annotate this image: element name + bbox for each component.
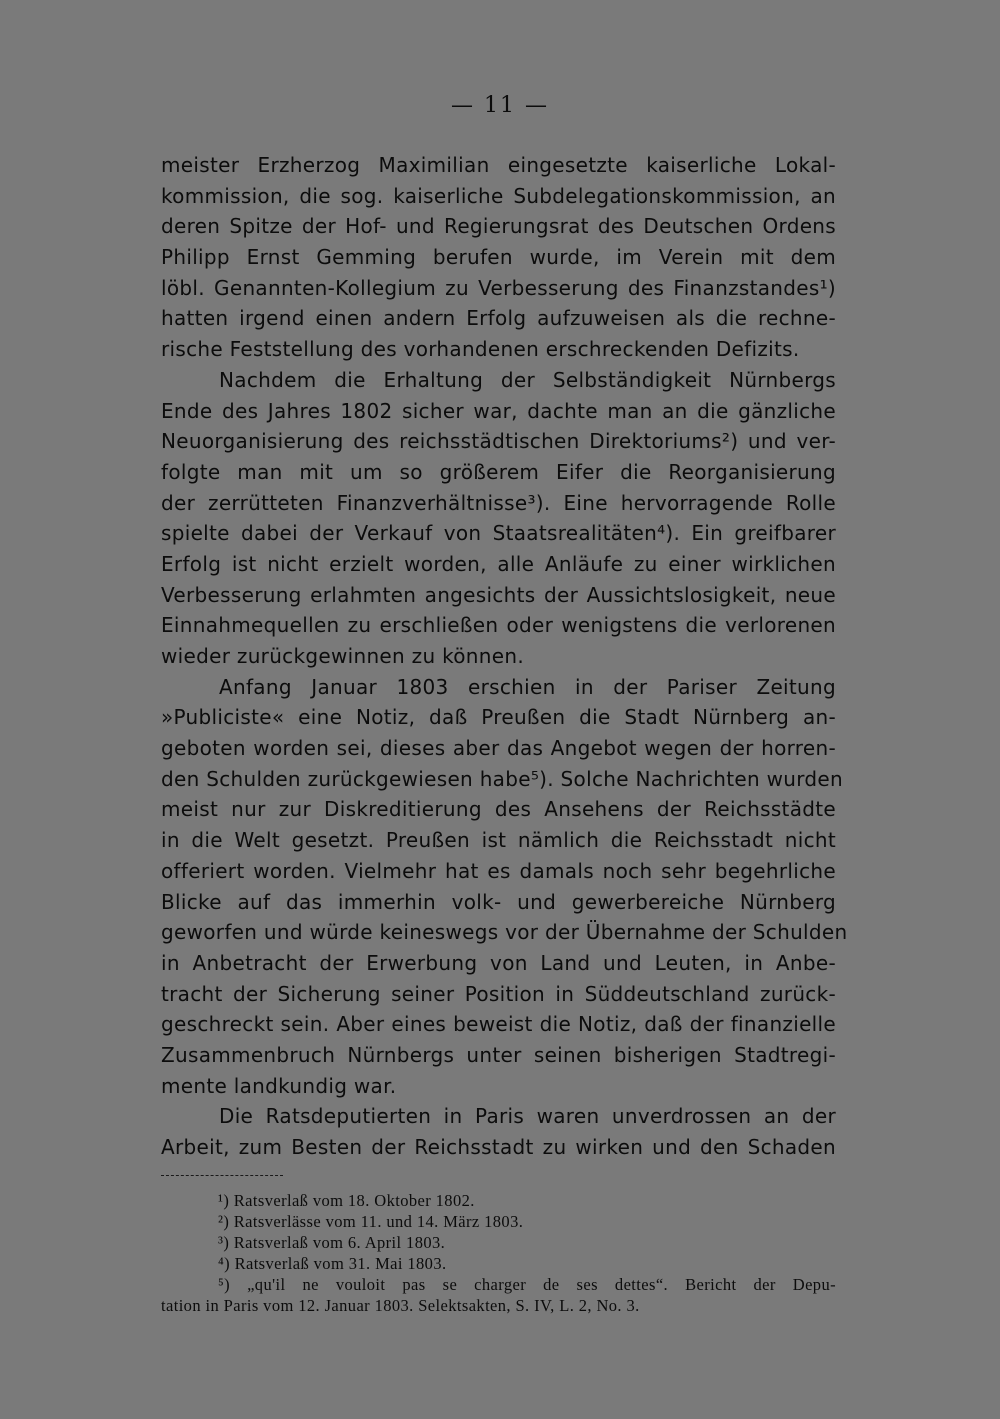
text-line: Nachdem die Erhaltung der Selbständigkeit Nürnbergs [219, 367, 836, 392]
footnote-line: ⁵) „qu'il ne vouloit pas se charger de ses dettes“. Bericht der Depu- [218, 1275, 836, 1294]
text-line: Neuorganisierung des reichsstädtischen Direktoriums²) und ver- [161, 429, 836, 454]
text-line: Verbesserung erlahmten angesichts der Aussichtslosigkeit, neue [161, 582, 836, 607]
text-line: geboten worden sei, dieses aber das Angebot wegen der horren- [161, 736, 836, 761]
footnote-line: ²) Ratsverlässe vom 11. und 14. März 1803. [218, 1212, 524, 1231]
text-line: meist nur zur Diskreditierung des Ansehens der Reichsstädte [161, 797, 836, 822]
text-line: löbl. Genannten-Kollegium zu Verbesserung des Finanzstandes¹) [161, 275, 836, 300]
text-line: tracht der Sicherung seiner Position in Süddeutschland zurück- [161, 981, 836, 1006]
text-line: geschreckt sein. Aber eines beweist die Notiz, daß der finanzielle [161, 1012, 836, 1037]
text-line: mente landkundig war. [161, 1073, 397, 1098]
footnote-line: ¹) Ratsverlaß vom 18. Oktober 1802. [218, 1191, 475, 1210]
text-line: Blicke auf das immerhin volk- und gewerbereiche Nürnberg [161, 889, 836, 914]
page-number: — 11 — [451, 93, 549, 118]
text-line: Ende des Jahres 1802 sicher war, dachte man an die gänzliche [161, 398, 836, 423]
text-line: Einnahmequellen zu erschließen oder wenigstens die verlorenen [161, 613, 836, 638]
text-line: hatten irgend einen andern Erfolg aufzuweisen als die rechne- [161, 306, 836, 331]
text-line: den Schulden zurückgewiesen habe⁵). Solche Nachrichten wurden [161, 766, 843, 791]
text-line: offeriert worden. Vielmehr hat es damals noch sehr begehrliche [161, 858, 836, 883]
text-line: in die Welt gesetzt. Preußen ist nämlich die Reichsstadt nicht [161, 828, 836, 853]
text-line: Philipp Ernst Gemming berufen wurde, im Verein mit dem [161, 245, 836, 270]
footnote-separator [161, 1175, 283, 1176]
footnote-line: tation in Paris vom 12. Januar 1803. Selektsakten, S. IV, L. 2, No. 3. [161, 1296, 640, 1315]
footnote-line: ⁴) Ratsverlaß vom 31. Mai 1803. [218, 1254, 447, 1273]
text-line: der zerrütteten Finanzverhältnisse³). Eine hervorragende Rolle [161, 490, 836, 515]
text-line: wieder zurückgewinnen zu können. [161, 644, 524, 668]
footnote-line: ³) Ratsverlaß vom 6. April 1803. [218, 1233, 446, 1252]
text-line: Anfang Januar 1803 erschien in der Pariser Zeitung [219, 674, 836, 699]
text-line: kommission, die sog. kaiserliche Subdelegationskommission, an [161, 183, 836, 208]
text-line: meister Erzherzog Maximilian eingesetzte kaiserliche Lokal- [161, 153, 836, 177]
text-line: Die Ratsdeputierten in Paris waren unverdrossen an der [219, 1104, 836, 1129]
text-line: Erfolg ist nicht erzielt worden, alle Anläufe zu einer wirklichen [161, 551, 836, 576]
text-line: spielte dabei der Verkauf von Staatsrealitäten⁴). Ein greifbarer [161, 521, 836, 546]
text-line: folgte man mit um so größerem Eifer die Reorganisierung [161, 459, 836, 484]
footnotes [161, 1190, 836, 1316]
text-line: deren Spitze der Hof- und Regierungsrat des Deutschen Ordens [161, 214, 836, 239]
text-line: in Anbetracht der Erwerbung von Land und Leuten, in Anbe- [161, 950, 836, 975]
text-line: Zusammenbruch Nürnbergs unter seinen bisherigen Stadtregi- [161, 1042, 836, 1067]
text-line: »Publiciste« eine Notiz, daß Preußen die Stadt Nürnberg an- [161, 705, 836, 730]
text-line: Arbeit, zum Besten der Reichsstadt zu wirken und den Schaden [161, 1135, 836, 1159]
text-line: rische Feststellung des vorhandenen erschreckenden Defizits. [161, 337, 800, 362]
body-text [161, 150, 848, 1163]
text-line: geworfen und würde keineswegs vor der Übernahme der Schulden [161, 920, 848, 945]
